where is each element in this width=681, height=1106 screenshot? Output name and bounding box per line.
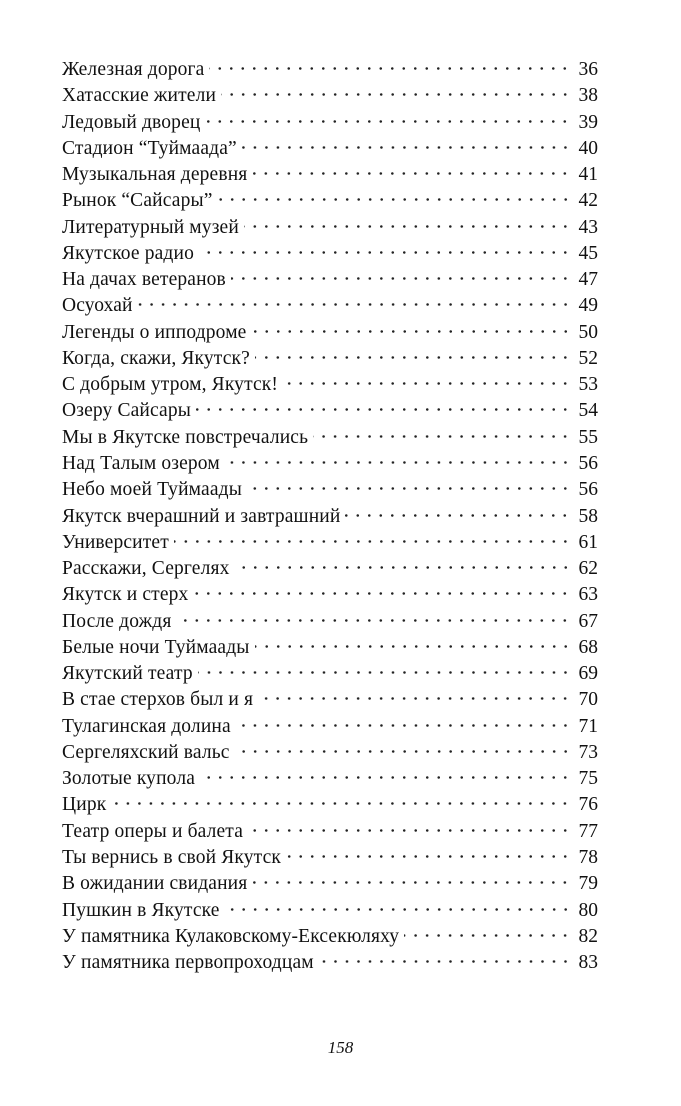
toc-entry-title: Хатасские жители bbox=[62, 85, 217, 107]
toc-entry-page-number: 71 bbox=[578, 715, 598, 737]
dot-leader bbox=[345, 514, 571, 517]
dot-leader bbox=[111, 802, 571, 805]
toc-entry-page-number: 58 bbox=[578, 505, 598, 527]
dot-leader bbox=[244, 225, 571, 228]
toc-entry-title: В ожидании свидания bbox=[62, 873, 248, 895]
toc-entry bbox=[62, 687, 598, 713]
page-number: 158 bbox=[327, 1038, 354, 1057]
toc-entry bbox=[62, 57, 598, 83]
dot-leader bbox=[258, 697, 571, 700]
toc-entry-title: Музыкальная деревня bbox=[62, 164, 248, 186]
toc-entry-title: Озеру Сайсары bbox=[62, 400, 192, 422]
dot-leader bbox=[196, 408, 571, 411]
toc-entry-title: Когда, скажи, Якутск? bbox=[62, 347, 250, 369]
dot-leader bbox=[221, 93, 571, 96]
dot-leader bbox=[283, 382, 571, 385]
dot-leader bbox=[199, 251, 571, 254]
toc-entry-title: Ледовый дворец bbox=[62, 111, 201, 133]
toc-entry-title: С добрым утром, Якутск! bbox=[62, 374, 279, 396]
toc-entry bbox=[62, 372, 598, 398]
dot-leader bbox=[255, 356, 571, 359]
dot-leader bbox=[286, 855, 571, 858]
dot-leader bbox=[255, 645, 571, 648]
dot-leader bbox=[252, 172, 571, 175]
toc-entry-page-number: 38 bbox=[578, 85, 598, 107]
toc-entry bbox=[62, 871, 598, 897]
toc-entry-title: Сергеляхский вальс bbox=[62, 741, 230, 763]
toc-entry bbox=[62, 740, 598, 766]
dot-leader bbox=[235, 566, 572, 569]
toc-entry-title: Над Талым озером bbox=[62, 452, 220, 474]
toc-entry-title: Мы в Якутске повстречались bbox=[62, 426, 309, 448]
toc-entry-page-number: 70 bbox=[578, 689, 598, 711]
dot-leader bbox=[247, 487, 571, 490]
toc-entry-title: Якутск и стерх bbox=[62, 584, 189, 606]
dot-leader bbox=[236, 724, 571, 727]
toc-entry bbox=[62, 924, 598, 950]
dot-leader bbox=[176, 619, 571, 622]
toc-entry-page-number: 53 bbox=[578, 374, 598, 396]
dot-leader bbox=[205, 120, 571, 123]
toc-entry bbox=[62, 136, 598, 162]
toc-entry-page-number: 55 bbox=[578, 426, 598, 448]
toc-entry-page-number: 75 bbox=[578, 768, 598, 790]
toc-entry bbox=[62, 609, 598, 635]
toc-entry-page-number: 39 bbox=[578, 111, 598, 133]
toc-entry-page-number: 82 bbox=[578, 925, 598, 947]
toc-entry-page-number: 49 bbox=[578, 295, 598, 317]
toc-entry bbox=[62, 766, 598, 792]
dot-leader bbox=[313, 435, 571, 438]
toc-entry-title: После дождя bbox=[62, 610, 172, 632]
toc-entry bbox=[62, 162, 598, 188]
toc-entry-title: Университет bbox=[62, 531, 169, 553]
toc-entry bbox=[62, 714, 598, 740]
dot-leader bbox=[404, 934, 571, 937]
toc-entry bbox=[62, 188, 598, 214]
toc-entry bbox=[62, 320, 598, 346]
toc-entry-title: Тулагинская долина bbox=[62, 715, 231, 737]
toc-entry bbox=[62, 346, 598, 372]
toc-entry-page-number: 45 bbox=[578, 242, 598, 264]
toc-entry bbox=[62, 451, 598, 477]
toc-entry-title: В стае стерхов был и я bbox=[62, 689, 254, 711]
dot-leader bbox=[218, 198, 571, 201]
toc-entry bbox=[62, 635, 598, 661]
dot-leader bbox=[242, 146, 571, 149]
dot-leader bbox=[252, 330, 572, 333]
toc-entry bbox=[62, 556, 598, 582]
toc-entry bbox=[62, 530, 598, 556]
toc-entry-title: Якутск вчерашний и завтрашний bbox=[62, 505, 341, 527]
dot-leader bbox=[174, 540, 571, 543]
toc-entry-title: У памятника Кулаковскому-Ексекюляху bbox=[62, 925, 400, 947]
toc-entry-page-number: 62 bbox=[578, 558, 598, 580]
toc-entry-title: У памятника первопроходцам bbox=[62, 952, 314, 974]
toc-entry-page-number: 69 bbox=[578, 663, 598, 685]
toc-entry-page-number: 61 bbox=[578, 531, 598, 553]
toc-entry-title: Литературный музей bbox=[62, 216, 239, 238]
dot-leader bbox=[198, 671, 571, 674]
dot-leader bbox=[231, 277, 571, 280]
toc-entry-title: Белые ночи Туймаады bbox=[62, 636, 250, 658]
toc-entry-page-number: 42 bbox=[578, 190, 598, 212]
toc-entry bbox=[62, 950, 598, 976]
toc-entry-page-number: 41 bbox=[578, 164, 598, 186]
toc-entry bbox=[62, 293, 598, 319]
toc-entry bbox=[62, 425, 598, 451]
dot-leader bbox=[138, 303, 571, 306]
toc-entry-page-number: 68 bbox=[578, 636, 598, 658]
toc-entry-title: Небо моей Туймаады bbox=[62, 479, 242, 501]
toc-entry-title: На дачах ветеранов bbox=[62, 269, 226, 291]
toc-entry bbox=[62, 215, 598, 241]
toc-entry bbox=[62, 792, 598, 818]
dot-leader bbox=[200, 776, 571, 779]
toc-entry-title: Якутский театр bbox=[62, 663, 193, 685]
dot-leader bbox=[209, 67, 571, 70]
toc-entry-page-number: 43 bbox=[578, 216, 598, 238]
toc-entry bbox=[62, 477, 598, 503]
toc-entry-title: Легенды о ипподроме bbox=[62, 321, 247, 343]
table-of-contents bbox=[62, 57, 598, 976]
toc-entry-page-number: 78 bbox=[578, 846, 598, 868]
toc-entry-page-number: 40 bbox=[578, 137, 598, 159]
toc-entry bbox=[62, 504, 598, 530]
toc-entry-page-number: 77 bbox=[578, 820, 598, 842]
dot-leader bbox=[252, 881, 571, 884]
toc-entry-page-number: 52 bbox=[578, 347, 598, 369]
toc-entry-page-number: 47 bbox=[578, 269, 598, 291]
toc-entry bbox=[62, 898, 598, 924]
toc-entry-page-number: 79 bbox=[578, 873, 598, 895]
dot-leader bbox=[225, 461, 571, 464]
dot-leader bbox=[193, 592, 571, 595]
toc-entry bbox=[62, 110, 598, 136]
toc-entry-page-number: 54 bbox=[578, 400, 598, 422]
toc-entry-page-number: 56 bbox=[578, 479, 598, 501]
toc-entry bbox=[62, 819, 598, 845]
toc-entry-page-number: 80 bbox=[578, 899, 598, 921]
toc-entry-title: Пушкин в Якутске bbox=[62, 899, 220, 921]
toc-entry-title: Стадион “Туймаада” bbox=[62, 137, 237, 159]
toc-entry-title: Золотые купола bbox=[62, 768, 196, 790]
toc-entry-page-number: 67 bbox=[578, 610, 598, 632]
dot-leader bbox=[319, 960, 571, 963]
toc-entry-page-number: 63 bbox=[578, 584, 598, 606]
toc-entry bbox=[62, 83, 598, 109]
toc-entry-title: Ты вернись в свой Якутск bbox=[62, 846, 282, 868]
toc-entry-title: Театр оперы и балета bbox=[62, 820, 244, 842]
toc-entry-title: Рынок “Сайсары” bbox=[62, 190, 213, 212]
toc-entry-page-number: 50 bbox=[578, 321, 598, 343]
toc-entry-page-number: 36 bbox=[578, 59, 598, 80]
dot-leader bbox=[225, 908, 571, 911]
toc-entry-title: Осуохай bbox=[62, 295, 133, 317]
toc-entry bbox=[62, 582, 598, 608]
toc-entry-page-number: 73 bbox=[578, 741, 598, 763]
toc-entry bbox=[62, 398, 598, 424]
dot-leader bbox=[235, 750, 571, 753]
toc-entry-page-number: 56 bbox=[578, 452, 598, 474]
toc-entry bbox=[62, 661, 598, 687]
toc-entry-page-number: 76 bbox=[578, 794, 598, 816]
toc-entry-title: Железная дорога bbox=[62, 59, 205, 80]
toc-entry bbox=[62, 241, 598, 267]
toc-entry bbox=[62, 267, 598, 293]
toc-entry-title: Цирк bbox=[62, 794, 107, 816]
dot-leader bbox=[248, 829, 571, 832]
toc-entry-title: Расскажи, Сергелях bbox=[62, 558, 230, 580]
toc-entry bbox=[62, 845, 598, 871]
toc-entry-title: Якутское радио bbox=[62, 242, 194, 264]
toc-entry-page-number: 83 bbox=[578, 952, 598, 974]
